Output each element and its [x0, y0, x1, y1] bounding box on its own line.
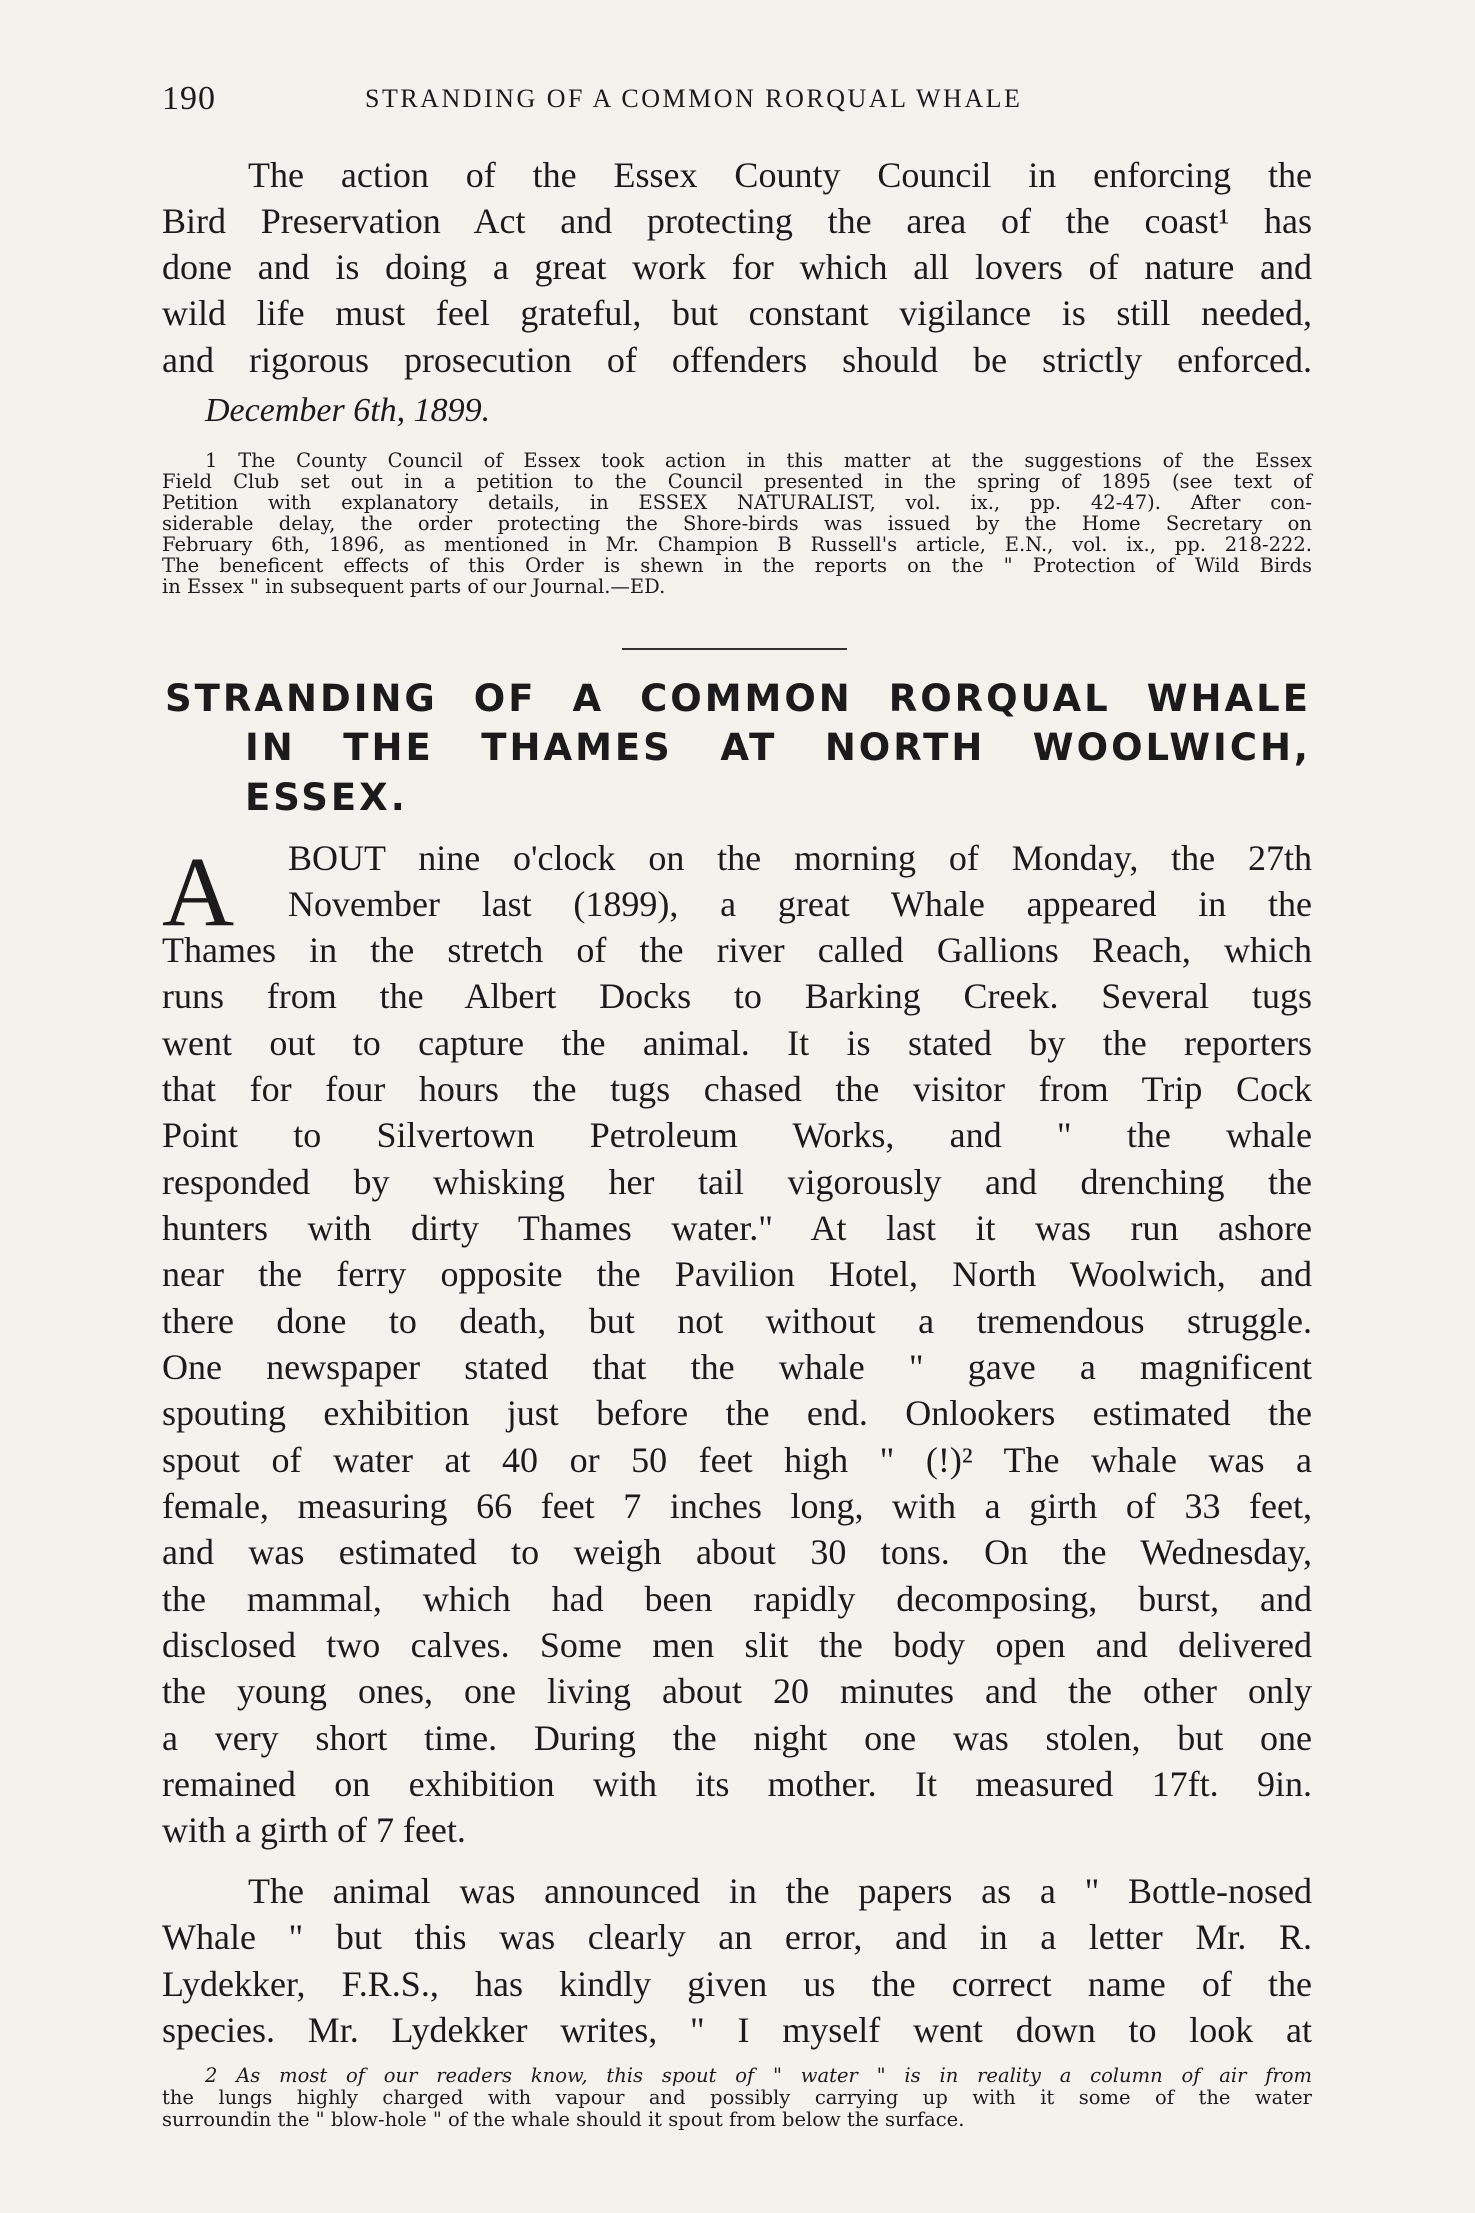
text-line: and rigorous prosecution of offenders should be strictly enforced.: [162, 340, 1312, 380]
text-line: spout of water at 40 or 50 feet high " (!)² The whale was a: [162, 1440, 1312, 1480]
footnote-line: siderable delay, the order protecting the Shore-birds was issued by the Home Secretary on: [162, 512, 1312, 535]
footnote-line: in Essex " in subsequent parts of our Journal.—ED.: [162, 575, 666, 598]
title-line: STRANDING OF A COMMON RORQUAL WHALE: [165, 677, 1311, 720]
dateline: December 6th, 1899.: [205, 392, 491, 429]
running-title: STRANDING OF A COMMON RORQUAL WHALE: [365, 84, 1023, 113]
text-line: BOUT nine o'clock on the morning of Monday, the 27th: [288, 838, 1312, 878]
text-line: One newspaper stated that the whale " gave a magnificent: [162, 1347, 1312, 1387]
section-divider: [622, 648, 847, 650]
title-line: ESSEX.: [245, 776, 408, 819]
footnote-line: surroundin the " blow-hole " of the whale should it spout from below the surface.: [162, 2108, 965, 2131]
text-line: done and is doing a great work for which all lovers of nature and: [162, 247, 1312, 287]
text-line: near the ferry opposite the Pavilion Hotel, North Woolwich, and: [162, 1254, 1312, 1294]
text-line: with a girth of 7 feet.: [162, 1810, 466, 1850]
text-line: disclosed two calves. Some men slit the body open and delivered: [162, 1625, 1312, 1665]
text-line: The action of the Essex County Council in enforcing the: [248, 155, 1312, 195]
text-line: runs from the Albert Docks to Barking Creek. Several tugs: [162, 976, 1312, 1016]
footnote-line: the lungs highly charged with vapour and possibly carrying up with it some of the water: [162, 2086, 1312, 2109]
text-line: November last (1899), a great Whale appeared in the: [288, 884, 1312, 924]
text-line: wild life must feel grateful, but constant vigilance is still needed,: [162, 293, 1312, 333]
text-line: Thames in the stretch of the river called Gallions Reach, which: [162, 930, 1312, 970]
text-line: Bird Preservation Act and protecting the area of the coast¹ has: [162, 201, 1312, 241]
text-line: The animal was announced in the papers as a " Bottle-nosed: [248, 1871, 1312, 1911]
text-line: that for four hours the tugs chased the visitor from Trip Cock: [162, 1069, 1312, 1109]
footnote-line: February 6th, 1896, as mentioned in Mr. Champion B Russell's article, E.N., vol. ix., pp. 218-222.: [162, 533, 1312, 556]
page-number: 190: [162, 80, 216, 117]
running-head: [162, 80, 1312, 120]
drop-cap: A: [162, 836, 235, 947]
footnote-line: The beneficent effects of this Order is shewn in the reports on the " Protection of Wild Birds: [162, 554, 1312, 577]
text-line: responded by whisking her tail vigorously and drenching the: [162, 1162, 1312, 1202]
text-line: the young ones, one living about 20 minutes and the other only: [162, 1671, 1312, 1711]
text-line: species. Mr. Lydekker writes, " I myself went down to look at: [162, 2010, 1312, 2050]
text-line: the mammal, which had been rapidly decomposing, burst, and: [162, 1579, 1312, 1619]
footnote-line: 1 The County Council of Essex took action in this matter at the suggestions of the Essex: [205, 449, 1312, 472]
text-line: female, measuring 66 feet 7 inches long, with a girth of 33 feet,: [162, 1486, 1312, 1526]
footnote-line: Field Club set out in a petition to the Council presented in the spring of 1895 (see text of: [162, 470, 1312, 493]
footnote-line: Petition with explanatory details, in ESSEX NATURALIST, vol. ix., pp. 42-47). After con-: [162, 491, 1312, 514]
text-line: and was estimated to weigh about 30 tons. On the Wednesday,: [162, 1532, 1312, 1572]
text-line: spouting exhibition just before the end. Onlookers estimated the: [162, 1393, 1312, 1433]
text-line: remained on exhibition with its mother. It measured 17ft. 9in.: [162, 1764, 1312, 1804]
title-line: IN THE THAMES AT NORTH WOOLWICH,: [245, 726, 1311, 769]
text-line: went out to capture the animal. It is stated by the reporters: [162, 1023, 1312, 1063]
text-line: Whale " but this was clearly an error, and in a letter Mr. R.: [162, 1917, 1312, 1957]
text-line: hunters with dirty Thames water." At last it was run ashore: [162, 1208, 1312, 1248]
text-line: there done to death, but not without a tremendous struggle.: [162, 1301, 1312, 1341]
text-line: Point to Silvertown Petroleum Works, and " the whale: [162, 1115, 1312, 1155]
text-line: a very short time. During the night one was stolen, but one: [162, 1718, 1312, 1758]
text-line: Lydekker, F.R.S., has kindly given us the correct name of the: [162, 1964, 1312, 2004]
footnote-line: 2 As most of our readers know, this spout of " water " is in reality a column of air from: [205, 2064, 1312, 2087]
